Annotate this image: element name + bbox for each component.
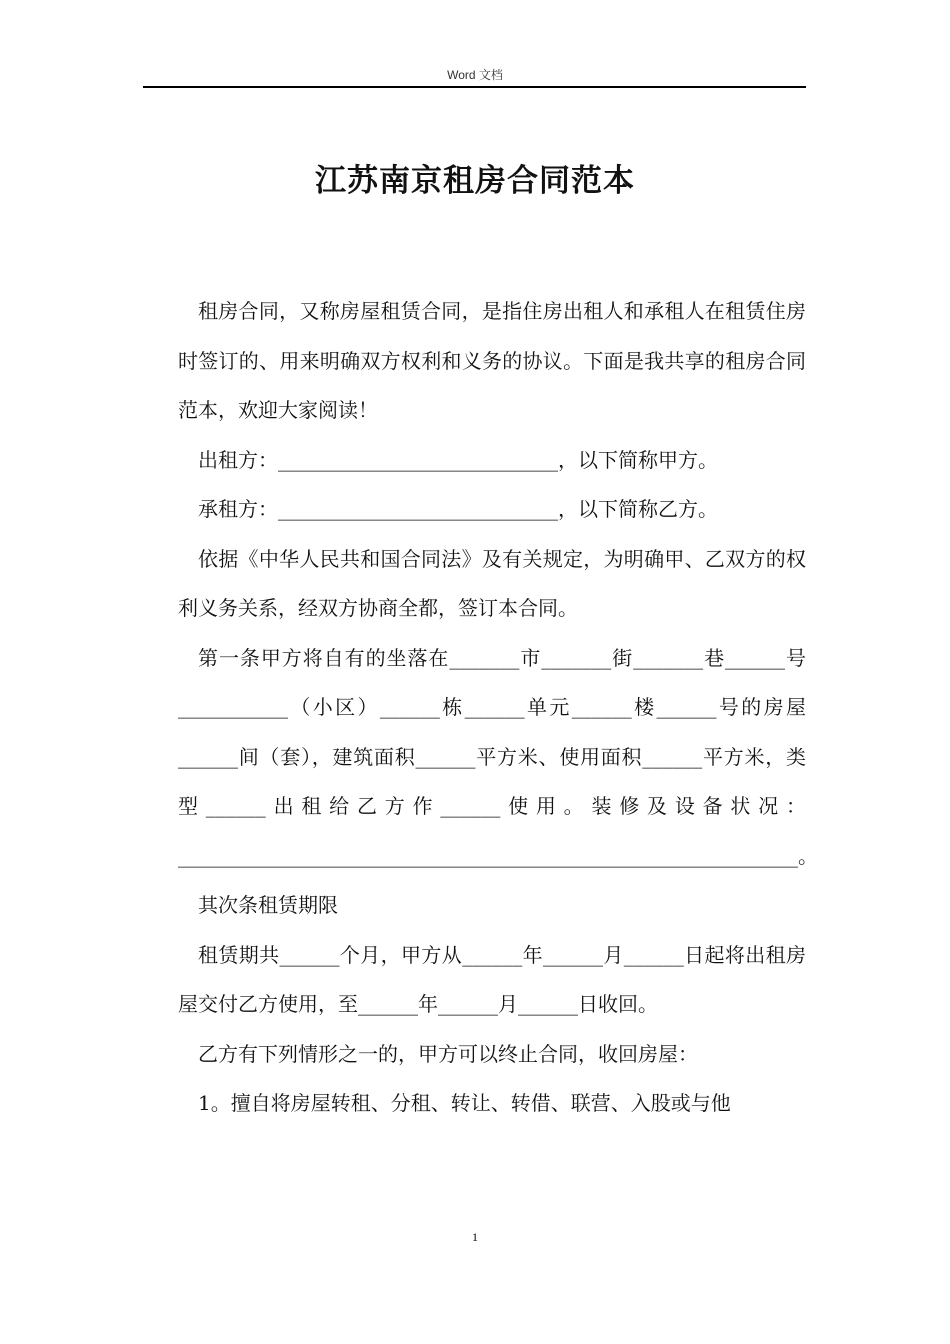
page-header: Word 文档 bbox=[447, 68, 503, 82]
intro-paragraph: 租房合同，又称房屋租赁合同，是指住房出租人和承租人在租赁住房时签订的、用来明确双方权利和义务的协议。下面是我共享的租房合同范本，欢迎大家阅读！ bbox=[178, 299, 806, 422]
page-number: 1 bbox=[472, 1230, 478, 1244]
termination-paragraph: 乙方有下列情形之一的，甲方可以终止合同，收回房屋： bbox=[198, 1041, 698, 1066]
document-body bbox=[178, 287, 818, 1129]
article-one-paragraph: 第一条甲方将自有的坐落在_______市_______街_______巷______号___________（小区）______栋______单元______楼______号的房屋______间（套），建筑面积______平方米、使用面积______平方米，类型______出租给乙方作______使用。装修及设备状况：______________________________________________________________。 bbox=[178, 645, 818, 868]
lease-term-paragraph: 租赁期共______个月，甲方从______年______月______日起将出租房屋交付乙方使用，至______年______月______日收回。 bbox=[178, 942, 806, 1016]
document-title: 江苏南京租房合同范本 bbox=[315, 163, 635, 199]
basis-paragraph: 依据《中华人民共和国合同法》及有关规定，为明确甲、乙双方的权利义务关系，经双方协商全都，签订本合同。 bbox=[178, 546, 806, 620]
lessor-line: 出租方：____________________________，以下简称甲方。 bbox=[198, 447, 718, 472]
clause-one-paragraph: 1。擅自将房屋转租、分租、转让、转借、联营、入股或与他 bbox=[198, 1091, 731, 1115]
lessee-line: 承租方：____________________________，以下简称乙方。 bbox=[198, 497, 718, 521]
article-two-heading: 其次条租赁期限 bbox=[198, 893, 338, 917]
header-divider bbox=[143, 86, 806, 88]
